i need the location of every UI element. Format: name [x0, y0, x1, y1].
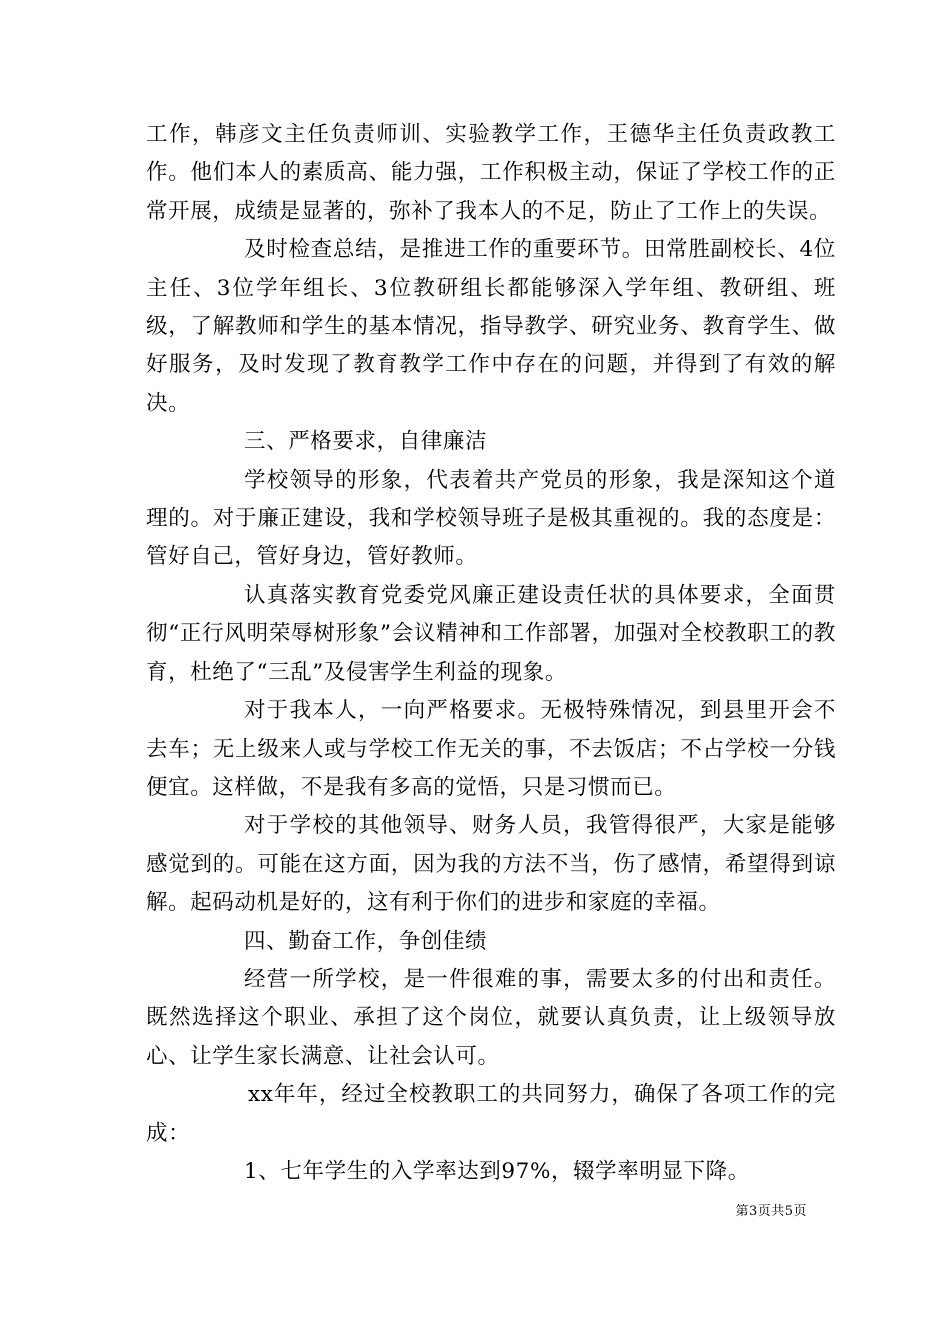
page-number-footer: 第3页共5页: [735, 1204, 807, 1219]
section-heading-diligent-work: 四、勤奋工作，争创佳绩: [244, 928, 488, 954]
paragraph-self-discipline: 对于我本人，一向严格要求。无极特殊情况，到县里开会不去车；无上级来人或与学校工作无关的事，不去饭店；不占学校一分钱便宜。这样做，不是我有多高的觉悟，只是习惯而已。: [146, 698, 836, 800]
paragraph-leadership-image: 学校领导的形象，代表着共产党员的形象，我是深知这个道理的。对于廉正建设，我和学校领导班子是极其重视的。我的态度是：管好自己，管好身边，管好教师。: [146, 467, 836, 570]
document-body: [146, 116, 836, 1191]
list-item-enrollment-rate: 1、七年学生的入学率达到97%，辍学率明显下降。: [244, 1158, 750, 1184]
paragraph-anti-corruption: 认真落实教育党委党风廉正建设责任状的具体要求，全面贯彻“正行风明荣辱树形象”会议精神和工作部署，加强对全校教职工的教育，杜绝了“三乱”及侵害学生利益的现象。: [146, 582, 836, 685]
paragraph-staff-management: 对于学校的其他领导、财务人员，我管得很严，大家是能够感觉到的。可能在这方面，因为我的方法不当，伤了感情，希望得到谅解。起码动机是好的，这有利于你们的进步和家庭的幸福。: [146, 813, 836, 916]
paragraph-year-achievements: xx年年，经过全校教职工的共同努力，确保了各项工作的完成：: [146, 1082, 836, 1146]
paragraph-running-school: 经营一所学校，是一件很难的事，需要太多的付出和责任。既然选择这个职业、承担了这个岗位，就要认真负责，让上级领导放心、让学生家长满意、让社会认可。: [146, 966, 836, 1069]
paragraph-inspection-summary: 及时检查总结，是推进工作的重要环节。田常胜副校长、4位主任、3位学年组长、3位教研组长都能够深入学年组、教研组、班级，了解教师和学生的基本情况，指导教学、研究业务、教育学生、做好服务，及时发现了教育教学工作中存在的问题，并得到了有效的解决。: [146, 237, 836, 416]
section-heading-strict-integrity: 三、严格要求，自律廉洁: [244, 429, 488, 455]
paragraph-continued-duties: 工作，韩彦文主任负责师训、实验教学工作，王德华主任负责政教工作。他们本人的素质高、能力强，工作积极主动，保证了学校工作的正常开展，成绩是显著的，弥补了我本人的不足，防止了工作上的失误。: [146, 122, 836, 224]
